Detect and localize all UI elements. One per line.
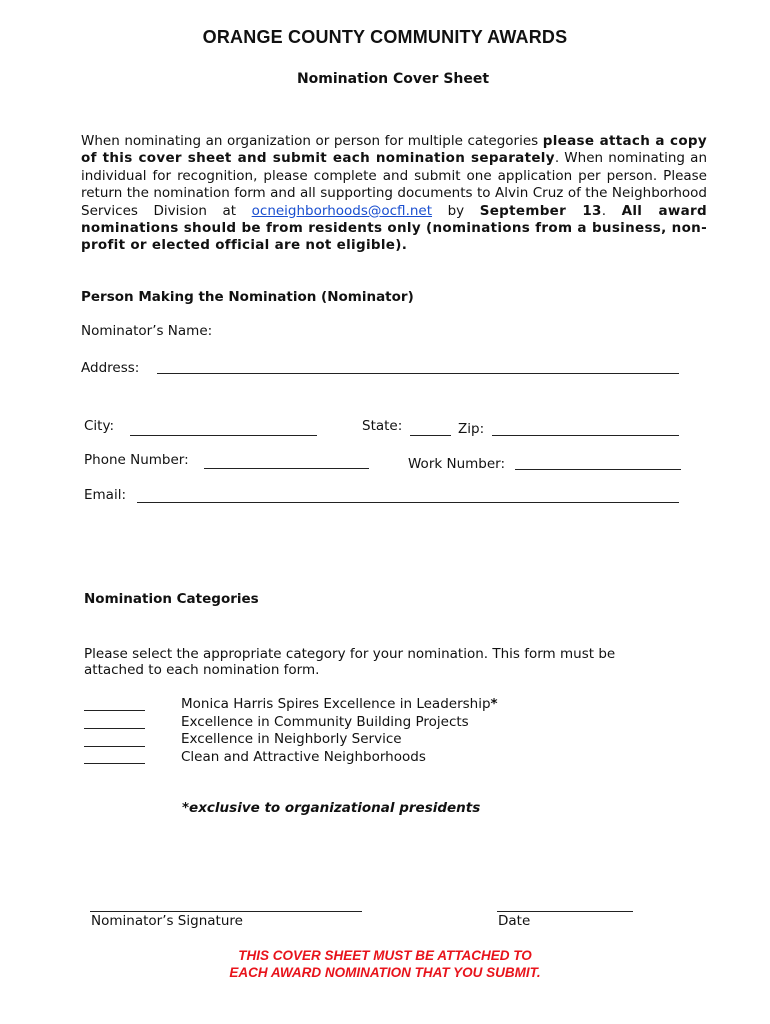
category-checkbox-1[interactable] xyxy=(84,710,145,711)
zip-field[interactable] xyxy=(492,435,679,436)
intro-text-2: . When nominating an individual for recognition, please complete and submit one application per person. Please return the nomination form and all supporting documents to Alvin Cruz of the Neighborhood Services Division at xyxy=(81,150,707,219)
category-label-3: Excellence in Neighborly Service xyxy=(181,731,402,747)
phone-field[interactable] xyxy=(204,468,369,469)
page-subtitle: Nomination Cover Sheet xyxy=(296,71,490,87)
email-link[interactable]: ocneighborhoods@ocfl.net xyxy=(251,202,433,219)
category-checkbox-3[interactable] xyxy=(84,746,145,747)
email-field[interactable] xyxy=(137,502,679,503)
attachment-warning xyxy=(0,947,770,981)
categories-instructions-2: attached to each nomination form. xyxy=(84,662,320,678)
intro-text-3: by xyxy=(432,202,480,219)
warning-line-1: THIS COVER SHEET MUST BE ATTACHED TO xyxy=(238,948,532,963)
nominator-heading: Person Making the Nomination (Nominator) xyxy=(81,289,414,305)
category-text-1: Monica Harris Spires Excellence in Leadership xyxy=(181,696,491,712)
address-field[interactable] xyxy=(157,373,679,374)
intro-bold-1: please attach a copy of this cover sheet and submit each nomination separately xyxy=(81,133,707,167)
category-checkbox-2[interactable] xyxy=(84,728,145,729)
intro-deadline: September 13 xyxy=(479,202,602,219)
date-label: Date xyxy=(498,913,531,929)
signature-field[interactable] xyxy=(90,911,362,912)
zip-label: Zip: xyxy=(458,421,485,437)
signature-label: Nominator’s Signature xyxy=(91,913,243,929)
city-label: City: xyxy=(84,418,115,434)
category-marker-1: * xyxy=(490,696,498,712)
intro-text-4: . xyxy=(601,202,622,219)
category-label-4: Clean and Attractive Neighborhoods xyxy=(181,749,426,765)
page-title: ORANGE COUNTY COMMUNITY AWARDS xyxy=(202,27,568,47)
intro-text-1: When nominating an organization or person for multiple categories xyxy=(81,133,543,149)
category-label-2: Excellence in Community Building Projects xyxy=(181,714,469,730)
email-label: Email: xyxy=(84,487,127,503)
category-checkbox-4[interactable] xyxy=(84,763,145,764)
phone-label: Phone Number: xyxy=(84,452,189,468)
nominator-name-label: Nominator’s Name: xyxy=(81,323,213,339)
intro-bold-2: All award nominations should be from residents only (nominations from a business, non-profit or elected official are not eligible). xyxy=(81,202,707,254)
category-label-1 xyxy=(181,696,498,712)
state-field[interactable] xyxy=(410,435,451,436)
work-number-field[interactable] xyxy=(515,469,681,470)
intro-paragraph xyxy=(81,133,707,255)
categories-instructions-1: Please select the appropriate category for your nomination. This form must be xyxy=(84,646,616,662)
categories-heading: Nomination Categories xyxy=(84,591,259,607)
exclusive-footnote: *exclusive to organizational presidents xyxy=(182,800,481,816)
address-label: Address: xyxy=(81,360,140,376)
state-label: State: xyxy=(362,418,403,434)
date-field[interactable] xyxy=(497,911,633,912)
work-number-label: Work Number: xyxy=(408,456,506,472)
warning-line-2: EACH AWARD NOMINATION THAT YOU SUBMIT. xyxy=(229,965,541,980)
city-field[interactable] xyxy=(130,435,317,436)
